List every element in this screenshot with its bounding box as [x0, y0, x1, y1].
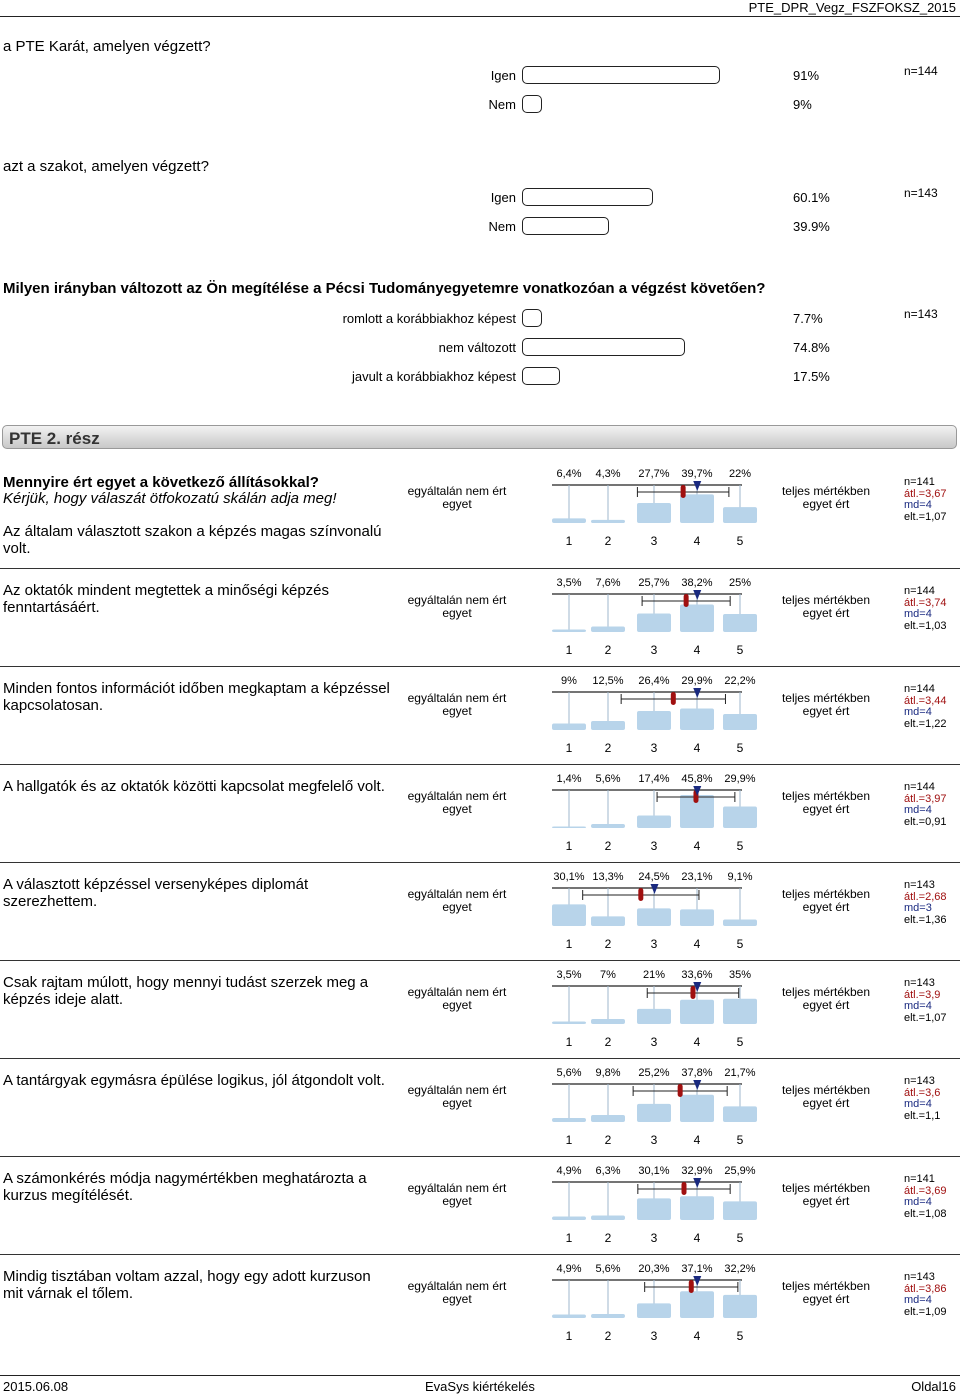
mean-marker [638, 888, 643, 901]
stat-n: n=143 [904, 879, 935, 891]
stat-median: md=3 [904, 902, 932, 914]
stat-n: n=144 [904, 683, 935, 695]
median-marker [693, 1178, 701, 1188]
scale-right-label: teljes mértékben egyet ért [781, 1083, 871, 1110]
stat-mean: átl.=3,74 [904, 596, 947, 609]
scale-point-label: 1 [565, 1035, 573, 1049]
percentage-label: 35% [728, 969, 752, 981]
option-label: Nem [488, 97, 516, 112]
statement-text: Csak rajtam múlott, hogy mennyi tudást szerzek meg a képzés ideje alatt. [3, 974, 369, 1008]
distribution-bar [552, 1216, 586, 1220]
option-label: Nem [488, 219, 516, 234]
stat-mean: átl.=3,9 [904, 988, 941, 1001]
scale-point-label: 2 [604, 1329, 612, 1343]
statement-text: Mindig tisztában voltam azzal, hogy egy adott kurzuson mit várnak el tőlem. [3, 1268, 371, 1302]
sample-size: n=143 [904, 186, 938, 200]
percentage-label: 30,1% [638, 1165, 670, 1177]
document-id: PTE_DPR_Vegz_FSZFOKSZ_2015 [748, 0, 956, 15]
distribution-bar [680, 708, 714, 730]
statistics-block [904, 782, 947, 828]
stat-sd: elt.=1,07 [904, 510, 947, 523]
distribution-bar [637, 908, 671, 926]
distribution-chart [552, 871, 753, 926]
stat-mean: átl.=3,86 [904, 1282, 947, 1295]
percentage-label: 29,9% [724, 773, 756, 785]
distribution-svg [552, 1165, 742, 1220]
distribution-svg [552, 969, 742, 1024]
distribution-bar [723, 806, 757, 828]
percentage-label: 17,4% [638, 773, 670, 785]
stat-sd: elt.=1,08 [904, 1207, 947, 1220]
stat-n: n=143 [904, 1075, 935, 1087]
stat-mean: átl.=2,68 [904, 890, 947, 903]
statistics-block [904, 978, 947, 1024]
scale-point-label: 2 [604, 643, 612, 657]
scale-point-label: 5 [736, 534, 744, 548]
distribution-svg [552, 1067, 742, 1122]
option-percentage: 39.9% [793, 219, 830, 234]
distribution-svg [552, 577, 742, 632]
question-divider [0, 764, 960, 765]
scale-point-label: 4 [693, 534, 701, 548]
percentage-label: 32,2% [724, 1263, 756, 1275]
scale-left-label: egyáltalán nem ért egyet [407, 484, 507, 511]
distribution-bar [723, 1106, 757, 1122]
percentage-label: 25,7% [638, 577, 670, 589]
median-marker [693, 688, 701, 698]
footer-app: EvaSys kiértékelés [425, 1379, 535, 1394]
statistics-block [904, 586, 947, 632]
stat-n: n=144 [904, 585, 935, 597]
percentage-label: 25,9% [724, 1165, 756, 1177]
mean-marker [684, 594, 689, 607]
scale-right-label: teljes mértékben egyet ért [781, 593, 871, 620]
option-bar [522, 367, 560, 385]
scale-point-label: 4 [693, 839, 701, 853]
percentage-label: 3,5% [556, 577, 582, 589]
distribution-bar [591, 627, 625, 632]
scale-right-label: teljes mértékben egyet ért [781, 1181, 871, 1208]
stat-median: md=4 [904, 499, 932, 511]
option-label: Igen [490, 190, 516, 205]
scale-point-label: 4 [693, 741, 701, 755]
distribution-bar [552, 1314, 586, 1318]
distribution-bar [637, 815, 671, 828]
question-title: a PTE Karát, amelyen végzett? [3, 38, 211, 55]
scale-point-label: 1 [565, 741, 573, 755]
distribution-bar [591, 916, 625, 926]
stat-n: n=141 [904, 1173, 935, 1185]
mean-marker [689, 1280, 694, 1293]
distribution-bar [680, 909, 714, 926]
stat-sd: elt.=1,1 [904, 1109, 941, 1122]
scale-point-label: 4 [693, 643, 701, 657]
scale-point-label: 4 [693, 937, 701, 951]
scale-point-label: 5 [736, 643, 744, 657]
median-marker [693, 1080, 701, 1090]
statement-text: A hallgatók és az oktatók közötti kapcsolat megfelelő volt. [3, 778, 385, 795]
percentage-label: 22% [728, 468, 752, 480]
percentage-label: 6,3% [595, 1165, 621, 1177]
distribution-bar [552, 629, 586, 632]
percentage-label: 4,9% [556, 1263, 582, 1275]
scale-point-label: 5 [736, 1133, 744, 1147]
distribution-chart [552, 577, 752, 632]
scale-points [552, 1133, 742, 1147]
percentage-label: 38,2% [681, 577, 713, 589]
percentage-label: 20,3% [638, 1263, 670, 1275]
option-percentage: 60.1% [793, 190, 830, 205]
scale-left-label: egyáltalán nem ért egyet [407, 593, 507, 620]
distribution-bar [591, 1314, 625, 1318]
option-percentage: 17.5% [793, 369, 830, 384]
footer-page: Oldal16 [911, 1379, 956, 1394]
statement-text: A választott képzéssel versenyképes diplomát szerezhettem. [3, 876, 309, 910]
distribution-bar [637, 613, 671, 632]
stat-sd: elt.=1,09 [904, 1305, 947, 1318]
scale-left-label: egyáltalán nem ért egyet [407, 1181, 507, 1208]
statistics-block [904, 1076, 940, 1122]
stat-median: md=4 [904, 1294, 932, 1306]
percentage-label: 30,1% [553, 871, 585, 883]
scale-question-title: Mennyire ért egyet a következő állításokkal? [3, 474, 319, 491]
distribution-bar [591, 1215, 625, 1220]
option-percentage: 91% [793, 68, 820, 83]
scale-points [552, 741, 742, 755]
scale-point-label: 3 [650, 937, 658, 951]
distribution-chart [552, 1165, 756, 1220]
scale-points [552, 1231, 742, 1245]
footer-date: 2015.06.08 [3, 1379, 69, 1394]
distribution-svg [552, 773, 742, 828]
scale-point-label: 1 [565, 937, 573, 951]
question-divider [0, 862, 960, 863]
distribution-bar [552, 1118, 586, 1122]
percentage-label: 22,2% [724, 675, 756, 687]
scale-point-label: 4 [693, 1035, 701, 1049]
scale-point-label: 5 [736, 839, 744, 853]
scale-point-label: 1 [565, 1133, 573, 1147]
stat-mean: átl.=3,6 [904, 1086, 941, 1099]
percentage-label: 4,3% [595, 468, 621, 480]
stat-median: md=4 [904, 1196, 932, 1208]
percentage-label: 45,8% [681, 773, 713, 785]
option-label: nem változott [438, 340, 516, 355]
scale-point-label: 5 [736, 741, 744, 755]
distribution-bar [637, 1104, 671, 1122]
mean-marker [678, 1084, 683, 1097]
stat-median: md=4 [904, 608, 932, 620]
distribution-bar [637, 1303, 671, 1318]
scale-point-label: 3 [650, 1133, 658, 1147]
statistics-block [904, 684, 947, 730]
scale-right-label: teljes mértékben egyet ért [781, 887, 871, 914]
percentage-label: 26,4% [638, 675, 670, 687]
scale-point-label: 3 [650, 1231, 658, 1245]
percentage-label: 3,5% [556, 969, 582, 981]
distribution-chart [552, 969, 752, 1024]
scale-left-label: egyáltalán nem ért egyet [407, 985, 507, 1012]
scale-left-label: egyáltalán nem ért egyet [407, 1083, 507, 1110]
median-marker [693, 1276, 701, 1286]
percentage-label: 5,6% [595, 773, 621, 785]
scale-point-label: 4 [693, 1133, 701, 1147]
mean-marker [671, 692, 676, 705]
scale-point-label: 3 [650, 534, 658, 548]
option-label: Igen [490, 68, 516, 83]
scale-point-label: 5 [736, 937, 744, 951]
percentage-label: 25% [728, 577, 752, 589]
median-marker [693, 481, 701, 491]
distribution-bar [637, 711, 671, 730]
question-title: azt a szakot, amelyen végzett? [3, 158, 209, 175]
scale-points [552, 1329, 742, 1343]
stat-median: md=4 [904, 706, 932, 718]
scale-point-label: 4 [693, 1231, 701, 1245]
percentage-label: 9% [561, 675, 577, 687]
option-bar [522, 338, 685, 356]
scale-point-label: 3 [650, 839, 658, 853]
distribution-bar [552, 1021, 586, 1024]
scale-point-label: 2 [604, 534, 612, 548]
scale-left-label: egyáltalán nem ért egyet [407, 789, 507, 816]
scale-point-label: 2 [604, 1035, 612, 1049]
question-divider [0, 1156, 960, 1157]
distribution-bar [723, 507, 757, 523]
distribution-bar [552, 724, 586, 730]
percentage-label: 4,9% [556, 1165, 582, 1177]
stat-n: n=144 [904, 781, 935, 793]
percentage-label: 29,9% [681, 675, 713, 687]
percentage-label: 37,8% [681, 1067, 713, 1079]
distribution-chart [552, 675, 756, 730]
distribution-bar [637, 503, 671, 523]
distribution-bar [552, 518, 586, 523]
scale-point-label: 1 [565, 643, 573, 657]
distribution-bar [680, 1196, 714, 1220]
scale-left-label: egyáltalán nem ért egyet [407, 1279, 507, 1306]
stat-n: n=143 [904, 977, 935, 989]
mean-marker [681, 1182, 686, 1195]
sample-size: n=143 [904, 307, 938, 321]
scale-point-label: 3 [650, 741, 658, 755]
percentage-label: 23,1% [681, 871, 713, 883]
distribution-bar [723, 1201, 757, 1220]
stat-mean: átl.=3,44 [904, 694, 947, 707]
scale-point-label: 3 [650, 643, 658, 657]
percentage-label: 39,7% [681, 468, 713, 480]
distribution-bar [552, 904, 586, 926]
percentage-label: 9,8% [595, 1067, 621, 1079]
percentage-label: 21,7% [724, 1067, 756, 1079]
scale-point-label: 3 [650, 1329, 658, 1343]
percentage-label: 9,1% [727, 871, 753, 883]
distribution-bar [680, 1291, 714, 1318]
percentage-label: 12,5% [592, 675, 624, 687]
question-divider [0, 1058, 960, 1059]
distribution-bar [680, 604, 714, 632]
percentage-label: 13,3% [592, 871, 624, 883]
percentage-label: 37,1% [681, 1263, 713, 1275]
option-bar [522, 188, 653, 206]
stat-mean: átl.=3,69 [904, 1184, 947, 1197]
distribution-bar [723, 919, 757, 926]
median-marker [651, 884, 659, 894]
option-percentage: 74.8% [793, 340, 830, 355]
stat-median: md=4 [904, 1098, 932, 1110]
distribution-bar [637, 1009, 671, 1024]
scale-points [552, 1035, 742, 1049]
distribution-bar [680, 1095, 714, 1122]
scale-point-label: 2 [604, 1231, 612, 1245]
percentage-label: 1,4% [556, 773, 582, 785]
percentage-label: 5,6% [595, 1263, 621, 1275]
distribution-svg [552, 1263, 742, 1318]
percentage-label: 5,6% [556, 1067, 582, 1079]
header-divider [0, 16, 960, 17]
percentage-label: 32,9% [681, 1165, 713, 1177]
scale-point-label: 2 [604, 1133, 612, 1147]
stat-sd: elt.=1,22 [904, 717, 947, 730]
statement-text: Az általam választott szakon a képzés magas színvonalú volt. [3, 523, 382, 557]
distribution-chart [552, 773, 756, 828]
question-title: Milyen irányban változott az Ön megítélése a Pécsi Tudományegyetemre vonatkozóan a végzést követően? [3, 280, 766, 297]
scale-point-label: 2 [604, 937, 612, 951]
stat-median: md=4 [904, 1000, 932, 1012]
scale-points [552, 937, 742, 951]
statistics-block [904, 880, 947, 926]
scale-point-label: 2 [604, 839, 612, 853]
percentage-label: 33,6% [681, 969, 713, 981]
scale-point-label: 1 [565, 534, 573, 548]
statement-text: Az oktatók mindent megtettek a minőségi képzés fenntartásáért. [3, 582, 330, 616]
option-label: romlott a korábbiakhoz képest [342, 311, 516, 326]
distribution-bar [723, 714, 757, 730]
distribution-svg [552, 871, 742, 926]
option-percentage: 9% [793, 97, 812, 112]
scale-right-label: teljes mértékben egyet ért [781, 789, 871, 816]
statement-text: A számonkérés módja nagymértékben meghatározta a kurzus megítélését. [3, 1170, 367, 1204]
scale-point-label: 4 [693, 1329, 701, 1343]
mean-marker [690, 986, 695, 999]
option-bar [522, 309, 542, 327]
stat-n: n=141 [904, 476, 935, 488]
stat-sd: elt.=0,91 [904, 815, 947, 828]
statistics-block [904, 1174, 947, 1220]
percentage-label: 25,2% [638, 1067, 670, 1079]
scale-right-label: teljes mértékben egyet ért [781, 1279, 871, 1306]
scale-left-label: egyáltalán nem ért egyet [407, 691, 507, 718]
scale-point-label: 2 [604, 741, 612, 755]
scale-point-label: 3 [650, 1035, 658, 1049]
percentage-label: 7,6% [595, 577, 621, 589]
distribution-bar [723, 614, 757, 632]
percentage-label: 7% [600, 969, 616, 981]
distribution-chart [552, 468, 752, 523]
sample-size: n=144 [904, 64, 938, 78]
percentage-label: 6,4% [556, 468, 582, 480]
percentage-label: 21% [642, 969, 666, 981]
option-bar [522, 217, 609, 235]
distribution-bar [591, 824, 625, 828]
distribution-bar [591, 1115, 625, 1122]
question-divider [0, 568, 960, 569]
distribution-svg [552, 468, 742, 523]
distribution-svg [552, 675, 742, 730]
scale-right-label: teljes mértékben egyet ért [781, 985, 871, 1012]
percentage-label: 27,7% [638, 468, 670, 480]
section-header: PTE 2. rész [2, 425, 957, 449]
stat-mean: átl.=3,97 [904, 792, 947, 805]
distribution-bar [591, 520, 625, 523]
statistics-block [904, 1272, 947, 1318]
statement-text: Minden fontos információt időben megkaptam a képzéssel kapcsolatosan. [3, 680, 390, 714]
scale-left-label: egyáltalán nem ért egyet [407, 887, 507, 914]
question-divider [0, 666, 960, 667]
scale-point-label: 1 [565, 1329, 573, 1343]
mean-marker [681, 485, 686, 498]
scale-point-label: 1 [565, 839, 573, 853]
distribution-bar [591, 1019, 625, 1024]
question-divider [0, 1254, 960, 1255]
distribution-bar [552, 827, 586, 829]
scale-point-label: 1 [565, 1231, 573, 1245]
distribution-bar [680, 494, 714, 523]
percentage-label: 24,5% [638, 871, 670, 883]
scale-points [552, 839, 742, 853]
distribution-chart [552, 1263, 756, 1318]
distribution-chart [552, 1067, 756, 1122]
stat-sd: elt.=1,03 [904, 619, 947, 632]
distribution-bar [723, 1295, 757, 1318]
scale-right-label: teljes mértékben egyet ért [781, 691, 871, 718]
scale-points [552, 534, 742, 548]
scale-point-label: 5 [736, 1231, 744, 1245]
scale-right-label: teljes mértékben egyet ért [781, 484, 871, 511]
distribution-bar [591, 721, 625, 730]
stat-sd: elt.=1,36 [904, 913, 947, 926]
distribution-bar [680, 1000, 714, 1024]
statistics-block [904, 477, 947, 523]
stat-mean: átl.=3,67 [904, 487, 947, 500]
statement-text: A tantárgyak egymásra épülése logikus, jól átgondolt volt. [3, 1072, 385, 1089]
option-label: javult a korábbiakhoz képest [351, 369, 516, 384]
median-marker [693, 590, 701, 600]
option-percentage: 7.7% [793, 311, 823, 326]
stat-sd: elt.=1,07 [904, 1011, 947, 1024]
scale-point-label: 5 [736, 1035, 744, 1049]
footer-divider [0, 1375, 960, 1376]
scale-question-instruction: Kérjük, hogy válaszát ötfokozatú skálán adja meg! [3, 490, 337, 507]
distribution-bar [637, 1198, 671, 1220]
distribution-bar [723, 999, 757, 1024]
option-bar [522, 95, 542, 113]
scale-points [552, 643, 742, 657]
stat-median: md=4 [904, 804, 932, 816]
question-divider [0, 960, 960, 961]
stat-n: n=143 [904, 1271, 935, 1283]
option-bar [522, 66, 720, 84]
scale-point-label: 5 [736, 1329, 744, 1343]
